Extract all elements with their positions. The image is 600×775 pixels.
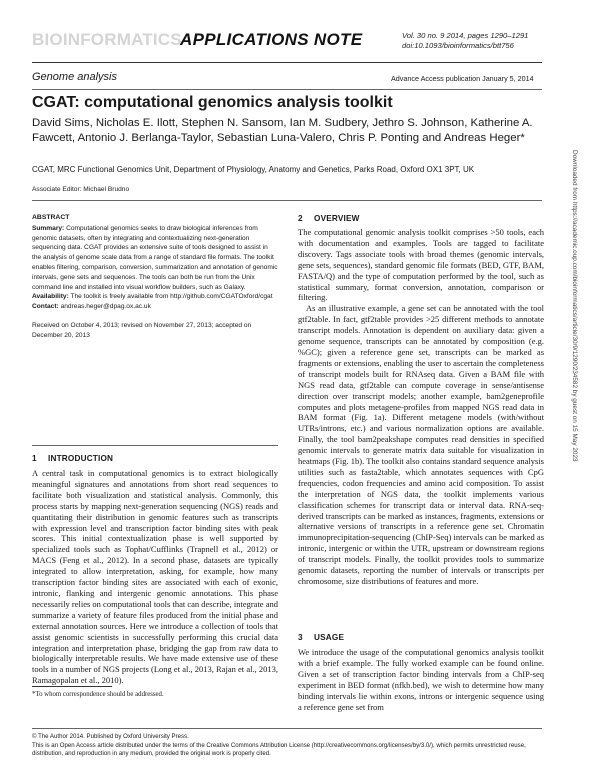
volume-info [402,31,528,51]
article-type: APPLICATIONS NOTE [180,30,363,49]
abstract-contact [32,302,278,312]
affiliation: CGAT, MRC Functional Genomics Unit, Department of Physiology, Anatomy and Genetics, Parks Road, Oxford OX1 3PT, UK [32,165,475,174]
abstract-divider [32,445,278,446]
label-divider [32,89,542,90]
section-number: 1 [32,454,37,463]
section-heading-introduction [32,454,113,463]
summary-label: Summary: [32,224,65,232]
paper-title: CGAT: computational genomics analysis toolkit [32,94,393,111]
title-divider [32,200,542,201]
copyright-line: © The Author 2014. Published by Oxford University Press. [32,733,189,740]
subject-section-label: Genome analysis [32,71,117,83]
received-dates: Received on October 4, 2013; revised on November 27, 2013; accepted on December 20, 2013 [32,321,252,339]
abstract-heading: ABSTRACT [32,214,70,221]
license-text: This is an Open Access article distributed under the terms of the Creative Commons Attribution License (http://creativecommons.org/licenses/by/3.0/), which permits unrestricted reuse, distribution, and reproduction in any medium, provided the original work is properly cited. [32,741,526,758]
usage-paragraph: We introduce the usage of the computational genomics analysis toolkit with a brief example. The fully worked example can be found online. Given a set of transcription factor binding intervals from a ChIP-seq experiment in BED format (nfkb.bed), we wish to determine how many binding intervals lie within exons, introns or intergenic sequence using a reference gene set from [298,647,544,712]
section-heading-overview [298,214,360,223]
overview-paragraph-2: As an illustrative example, a gene set can be annotated with the tool gtf2table. In fact, gtf2table provides >25 different methods to annotate transcript models. Annotation is dependent on auxiliary data: given a genome sequence, transcripts can be annotated by composition (e.g. %GC); given a reference gene set, transcripts can be marked as fragments or extensions, enabling the user to ascertain the completeness of transcript models built for RNAseq data. Given a BAM file with NGS read data, gtf2table can compute coverage in sense/antisense direction over transcript models; another example, bam2geneprofile computes and plots metagene-profiles from mapped NGS read data in BAM format (Fig. 1a). Different metagene models (with/without UTRs/introns, etc.) and various normalization options are available. Finally, the tool bam2peakshape computes read densities in specified genomic intervals to generate matrix data suitable for visualization in heatmaps (Fig. 1b). The toolkit also contains standard sequence analysis utilities such as fasta2table, which annotates sequences with CpG frequencies, codon frequencies and amino acid composition. To assist the interpretation of NGS data, the toolkit implements various classification schemes for transcript data or interval data. RNA-seq-derived transcripts can be marked as instances, fragments, extensions or alternative versions of transcripts in a reference gene set. Chromatin immunoprecipitation-sequencing (ChIP-Seq) intervals can be marked as intronic, intergenic or within the UTR, upstream or downstream regions of transcript models. Finally, the toolkit provides tools to summarize genomic datasets, reporting the number of intervals or transcripts per chromosome, size distributions of features and more. [298,303,544,586]
journal-name: BIOINFORMATICS [32,30,182,49]
availability-text: The toolkit is freely available from http://github.com/CGATOxford/cgat [70,293,273,301]
journal-header [32,30,552,58]
introduction-body [32,468,278,686]
header-divider [32,62,542,63]
availability-label: Availability: [32,293,69,301]
abstract-summary [32,224,278,293]
overview-body [298,227,544,587]
section-number: 2 [298,214,303,223]
license-divider [32,728,542,729]
section-title: OVERVIEW [314,214,360,223]
section-title: INTRODUCTION [48,454,114,463]
doi-line: doi:10.1093/bioinformatics/btt756 [402,41,514,50]
license-notice [32,733,544,759]
overview-paragraph-1: The computational genomic analysis toolkit comprises >50 tools, each with documentation and examples. Tools are tagged to facilitate discovery. Tags associate tools with broad themes (genomic intervals, gene sets, sequences), standard genomic file formats (BED, GTF, BAM, FASTA/Q) and the type of computation performed by the tool, such as statistical summary, format conversion, annotation, comparison or filtering. [298,227,544,303]
section-title: USAGE [314,633,345,642]
footnote-divider [32,686,112,687]
introduction-paragraph: A central task in computational genomics is to extract biologically meaningful signatures and annotations from short read sequences to facilitate both visualization and statistical analysis. Commonly, this process starts by mapping next-generation sequencing (NGS) reads and quantitating their distribution in genomic features such as transcripts with expression level and transcription factor binding sites with peak scores. This initial contextualization phase is well supported by specialized tools such as Tophat/Cufflinks (Trapnell et al., 2012) or MACS (Feng et al., 2012). In a second phase, datasets are typically integrated to allow interpretation, asking, for example, how many transcription factor binding sites are associated with each of exonic, intronic, flanking and intergenic genomic annotations. This phase necessarily relies on computational tools that can describe, integrate and summarize a variety of feature files produced from the initial phase and external annotation sources. Here we introduce a collection of tools that assist genomic scientists in successfully performing this crucial data integration and interpretation phase, bridging the gap from raw data to biologically interpretable results. We have made extensive use of these tools in a number of NGS projects (Long et al., 2013, Rajan et al., 2013, Ramagopalan et al., 2010). [32,468,278,686]
advance-access-date: Advance Access publication January 5, 2014 [391,74,534,83]
associate-editor: Associate Editor: Michael Brudno [32,186,130,193]
usage-body [298,647,544,712]
author-list: David Sims, Nicholas E. Ilott, Stephen N. Sansom, Ian M. Sudbery, Jethro S. Johnson, Katherine A. Fawcett, Antonio J. Berlanga-Taylor, Sebastian Luna-Valero, Chris P. Ponting and Andreas Heger* [32,117,533,144]
contact-text: andreas.heger@dpag.ox.ac.uk [60,303,151,311]
volume-line: Vol. 30 no. 9 2014, pages 1290–1291 [402,31,529,40]
abstract [32,213,278,341]
contact-label: Contact: [32,303,59,311]
summary-text: Computational genomics seeks to draw biological inferences from genomic datasets, often by integrating and contextualizing next-generation sequencing data. CGAT provides an extensive suite of tools designed to assist in the analysis of genome scale data from a range of standard file formats. The toolkit enables filtering, comparison, conversion, summarization and annotation of genomic intervals, gene sets and sequences. The tools can both be run from the Unix command line and installed into visual workflow builders, such as Galaxy. [32,224,278,291]
correspondence-footnote: *To whom correspondence should be addressed. [32,691,164,698]
abstract-availability [32,292,278,302]
section-heading-usage [298,633,344,642]
download-watermark: Downloaded from https://academic.oup.com/bioinformatics/article/30/9/1290/234582 by guest on 15 May 2023 [571,150,578,462]
section-number: 3 [298,633,303,642]
